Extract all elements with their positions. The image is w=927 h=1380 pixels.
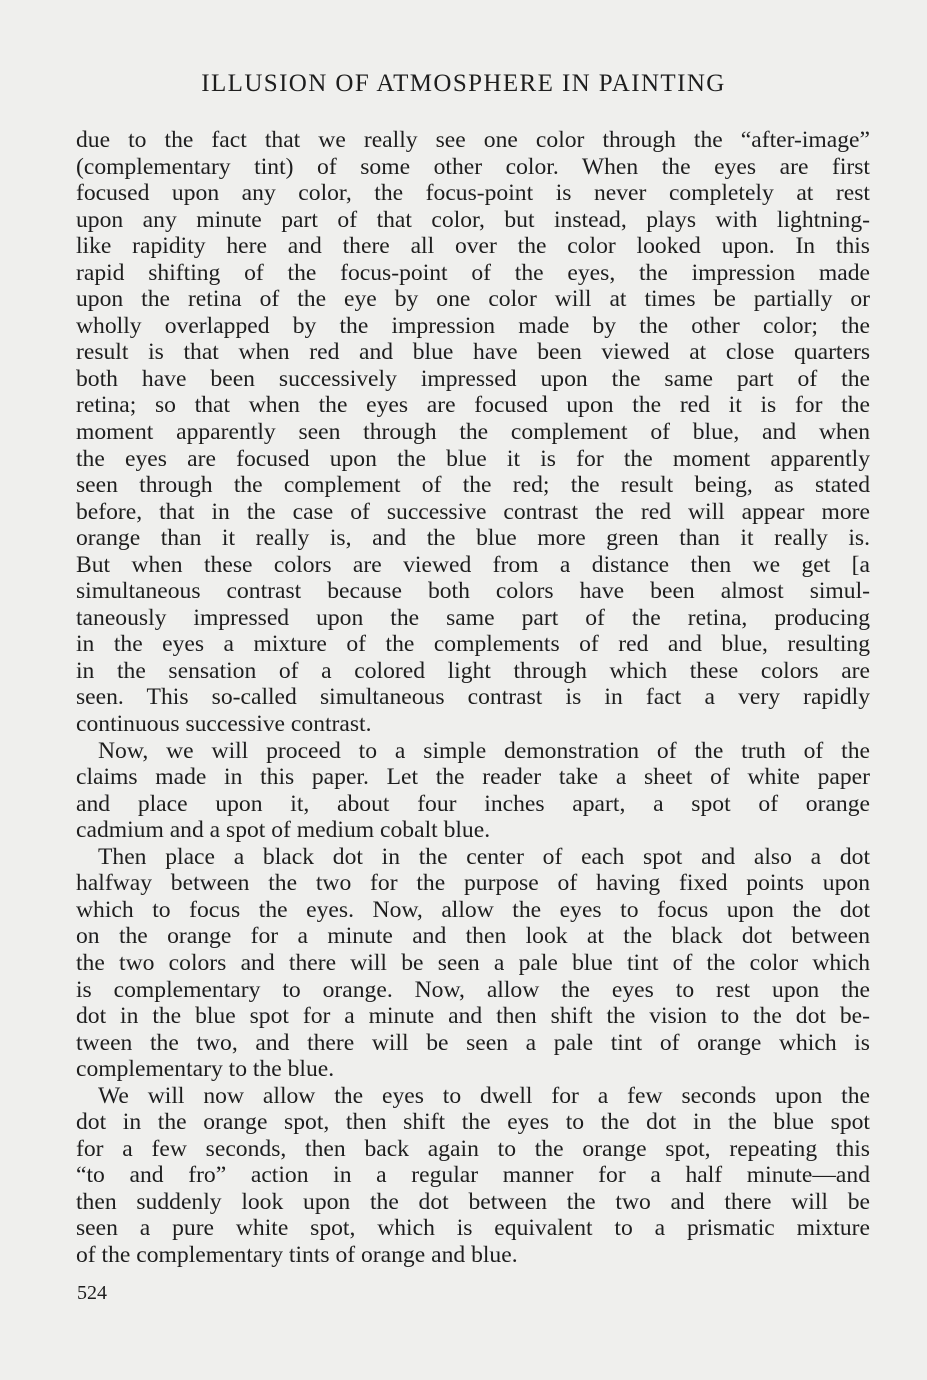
text-line: in the sensation of a colored light through which these colors are (76, 657, 870, 684)
text-line: But when these colors are viewed from a distance then we get [a (76, 551, 870, 578)
body-text (76, 127, 870, 1269)
text-line: wholly overlapped by the impression made by the other color; the (76, 312, 870, 339)
text-line: for a few seconds, then back again to the orange spot, repeating this (76, 1135, 870, 1162)
text-line: the eyes are focused upon the blue it is for the moment apparently (76, 445, 870, 472)
text-line: and place upon it, about four inches apart, a spot of orange (76, 790, 870, 817)
text-line: We will now allow the eyes to dwell for a few seconds upon the (98, 1082, 870, 1109)
text-line: seen a pure white spot, which is equivalent to a prismatic mixture (76, 1215, 870, 1242)
text-line: orange than it really is, and the blue more green than it really is. (76, 525, 870, 552)
text-line: simultaneous contrast because both colors have been almost simul- (76, 578, 870, 605)
text-line: Then place a black dot in the center of each spot and also a dot (98, 843, 870, 870)
text-line: like rapidity here and there all over the color looked upon. In this (76, 233, 870, 260)
text-line: due to the fact that we really see one color through the “after-image” (76, 127, 870, 153)
text-line: then suddenly look upon the dot between the two and there will be (76, 1188, 870, 1215)
text-line: taneously impressed upon the same part of the retina, producing (76, 604, 870, 631)
text-line: tween the two, and there will be seen a pale tint of orange which is (76, 1029, 870, 1056)
text-line: of the complementary tints of orange and blue. (76, 1241, 518, 1268)
text-line: result is that when red and blue have been viewed at close quarters (76, 339, 870, 366)
text-line: focused upon any color, the focus-point is never completely at rest (76, 180, 870, 207)
text-line: the two colors and there will be seen a pale blue tint of the color which (76, 949, 870, 976)
text-line: retina; so that when the eyes are focused upon the red it is for the (76, 392, 870, 419)
text-line: dot in the orange spot, then shift the eyes to the dot in the blue spot (76, 1109, 870, 1136)
text-line: seen. This so-called simultaneous contrast is in fact a very rapidly (76, 684, 870, 711)
text-line: seen through the complement of the red; the result being, as stated (76, 472, 870, 499)
text-line: complementary to the blue. (76, 1056, 335, 1083)
page-number: 524 (77, 1282, 107, 1304)
text-line: which to focus the eyes. Now, allow the eyes to focus upon the dot (76, 896, 870, 923)
text-line: claims made in this paper. Let the reader take a sheet of white paper (76, 764, 870, 791)
text-line: Now, we will proceed to a simple demonstration of the truth of the (98, 737, 870, 764)
text-line: halfway between the two for the purpose of having fixed points upon (76, 870, 870, 897)
text-line: is complementary to orange. Now, allow the eyes to rest upon the (76, 976, 870, 1003)
text-line: continuous successive contrast. (76, 711, 372, 738)
text-line: moment apparently seen through the complement of blue, and when (76, 419, 870, 446)
text-line: rapid shifting of the focus-point of the eyes, the impression made (76, 259, 870, 286)
text-line: on the orange for a minute and then look at the black dot between (76, 923, 870, 950)
text-line: both have been successively impressed upon the same part of the (76, 365, 870, 392)
text-line: upon the retina of the eye by one color will at times be partially or (76, 286, 870, 313)
running-head: ILLUSION OF ATMOSPHERE IN PAINTING (201, 70, 726, 97)
text-line: (complementary tint) of some other color. When the eyes are first (76, 153, 870, 180)
text-line: cadmium and a spot of medium cobalt blue. (76, 817, 491, 844)
text-line: before, that in the case of successive contrast the red will appear more (76, 498, 870, 525)
text-line: “to and fro” action in a regular manner for a half minute—and (76, 1162, 870, 1189)
text-line: in the eyes a mixture of the complements of red and blue, resulting (76, 631, 870, 658)
text-line: upon any minute part of that color, but instead, plays with lightning- (76, 206, 870, 233)
text-line: dot in the blue spot for a minute and then shift the vision to the dot be- (76, 1003, 870, 1030)
